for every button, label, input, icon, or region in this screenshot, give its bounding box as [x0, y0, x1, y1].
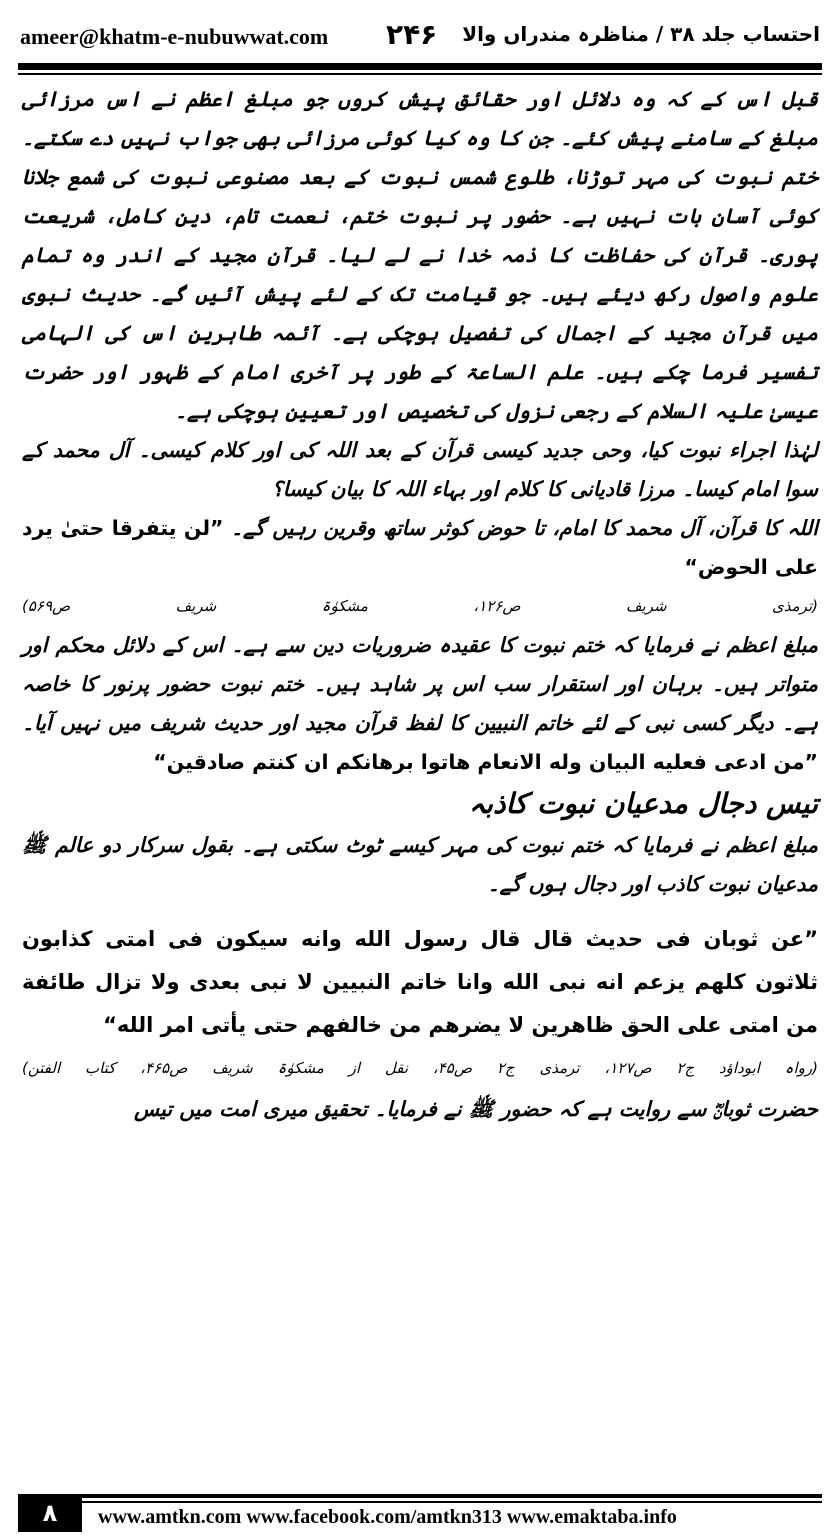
hadith-quote	[22, 918, 818, 1090]
arabic-quote-hawdh: ”لن یتفرقا حتیٰ یرد علی الحوض“	[22, 516, 818, 579]
paragraph-prophethood: لہٰذا اجراء نبوت کیا، وحی جدید کیسی قرآن کے بعد اللہ کی اور کلام کیسی۔ آل محمد کے سوا امام کیسا۔ مرزا قادیانی کا کلام اور بہاء اللہ کا بیان کیسا؟	[22, 438, 818, 501]
hadith-arabic-text: ”عن ثوبان فی حدیث قال قال رسول الله وانه سیکون فی امتی کذابون ثلاثون کلهم یزعم انه نبی الله وانا خاتم النبیین لا نبی بعدی ولا تزال طائفة من امتی علی الحق ظاهرین لا یضرهم من خالفهم حتی یأتی امر الله“	[22, 927, 818, 1037]
paragraph-quran-imam-text: اللہ کا قرآن، آل محمد کا امام، تا حوض کوثر ساتھ وقرین رہیں گے۔	[230, 516, 818, 540]
header-rule-thin	[18, 73, 822, 75]
paragraph-thawban: حضرت ثوبانؓ سے روایت ہے کہ حضور ﷺ نے فرمایا۔ تحقیق میری امت میں تیس	[134, 1097, 818, 1121]
page-body	[22, 80, 818, 1129]
arabic-quote-proof: ”من ادعی فعلیه البیان وله الانعام هاتوا برهانکم ان کنتم صادقین“	[153, 750, 818, 774]
paragraph-intro: قبل اس کے کہ وہ دلائل اور حقائق پیش کروں جو مبلغ اعظم نے اس مرزائی مبلغ کے سامنے پیش کئے۔ جن کا وہ کیا کوئی مرزائی بھی جواب نہیں دے سکتے۔ ختم نبوت کی مہر توڑنا، طلوع شمس نبوت کے بعد مصنوعی نبوت کی شمع جلانا کوئی آسان بات نہیں ہے۔ حضور پر نبوت ختم، نعمت تام، دین کامل، شریعت پوری۔ قرآن کی حفاظت کا ذمہ خدا نے لے لیا۔ قرآن مجید کے اندر وہ تمام علوم واصول رکھ دیئے ہیں۔ جو قیامت تک کے لئے پیش آئیں گے۔ حدیث نبوی میں قرآن مجید کے اجمال کی تفصیل ہوچکی ہے۔ آئمہ طاہرین اس کی الہامی تفسیر فرما چکے ہیں۔ علم الساعۃ کے طور پر آخری امام کے ظہور اور حضرت عیسیٰ علیہ السلام کے رجعی نزول کی تخصیص اور تعیین ہوچکی ہے۔	[22, 87, 818, 423]
header-rule-thick	[18, 63, 822, 70]
page-footer	[18, 1494, 822, 1532]
reference-tirmidhi: (ترمذی شریف ص۱۲۶، مشکوٰۃ شریف ص۵۶۹)	[22, 597, 818, 615]
paragraph-finality	[22, 626, 818, 782]
page-number: ۲۴۶	[386, 18, 438, 51]
reference-abu-dawud: (رواہ ابوداؤد ج۲ ص۱۲۷، ترمذی ج۲ ص۴۵، نقل از مشکوٰۃ شریف ص۴۶۵، کتاب الفتن)	[22, 1059, 819, 1077]
section-heading: تیس دجال مدعیان نبوت کاذبہ	[468, 787, 818, 820]
paragraph-quran-imam	[22, 509, 818, 626]
footer-rule-thin	[82, 1501, 822, 1503]
paragraph-seal: مبلغ اعظم نے فرمایا کہ ختم نبوت کی مہر کیسے ٹوٹ سکتی ہے۔ بقول سرکار دو عالم ﷺ مدعیان نبوت کاذب اور دجال ہوں گے۔	[22, 833, 818, 896]
paragraph-finality-text: مبلغ اعظم نے فرمایا کہ ختم نبوت کا عقیدہ ضروریات دین سے ہے۔ اس کے دلائل محکم اور متواتر ہیں۔ برہان اور استقرار سب اس پر شاہد ہیں۔ ختم نبوت حضور پرنور کا خاصہ ہے۔ دیگر کسی نبی کے لئے خاتم النبیین کا لفظ قرآن مجید اور حدیث شریف میں نہیں آیا۔	[22, 633, 818, 735]
header-email: ameer@khatm-e-nubuwwat.com	[20, 24, 329, 49]
footer-rule-thick	[82, 1494, 822, 1498]
page-header	[18, 18, 822, 58]
section-number-badge: ۸	[18, 1494, 82, 1532]
footer-links: www.amtkn.com www.facebook.com/amtkn313 www.emaktaba.info	[98, 1506, 677, 1528]
book-title: احتساب جلد ۳۸ / مناظرہ مندراں والا	[462, 22, 820, 46]
